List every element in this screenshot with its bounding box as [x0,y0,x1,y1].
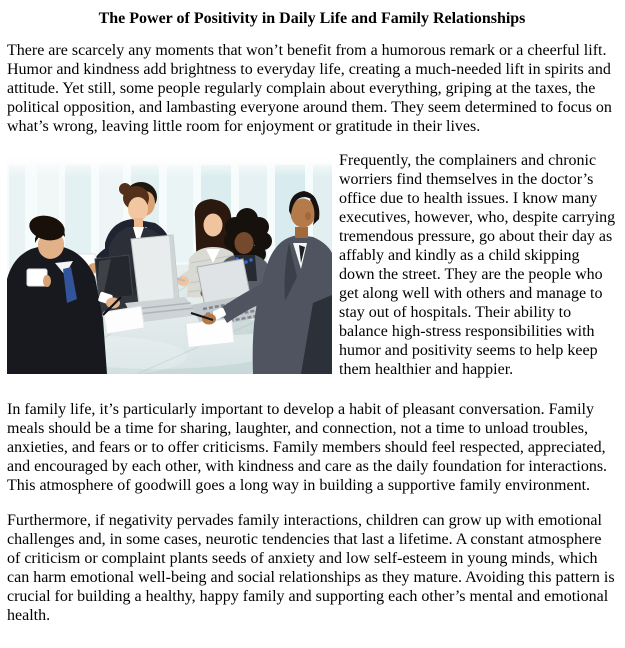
paragraph-4: Furthermore, if negativity pervades family interactions, children can grow up with emotional challenges and, in some cases, neurotic tendencies that last a lifetime. A constant atmosphere of criticism or complaint plants seeds of anxiety and low self-esteem in young minds, which can harm emotional well-being and social relationships as they mature. Avoiding this pattern is crucial for building a healthy, happy family and supporting each other’s mental and emotional health. [7,512,615,624]
document-title: The Power of Positivity in Daily Life and Family Relationships [98,10,526,27]
photo-top-fade [7,151,332,177]
paragraph-3: In family life, it’s particularly important to develop a habit of pleasant conversation. Family meals should be a time for sharing, laughter, and connection, not a time to unload troubles, anxieties, and fears or to offer criticisms. Family members should feel respected, appreciated, and encouraged by each other, with kindness and care as the daily foundation for interactions. This atmosphere of goodwill goes a long way in building a supportive family environment. [7,401,608,494]
meeting-photo [7,151,332,374]
coffee-cup [27,269,51,287]
document-page [0,9,625,648]
photo-text-section [7,151,617,379]
paragraph-2: Frequently, the complainers and chronic worriers find themselves in the doctor’s office due to health issues. I know many executives, however, who, despite carrying tremendous pressure, go about their day as affably and kindly as a child skipping down the street. They are the people who get along well with others and manage to stay out of hospitals. Their ability to balance high-stress responsibilities with humor and positivity seems to help keep them healthier and happier. [339,152,616,378]
paragraph-1: There are scarcely any moments that won’t benefit from a humorous remark or a cheerful lift. Humor and kindness add brightness to everyday life, creating a much-needed lift in spirits and attitude. Yet still, some people regularly complain about everything, griping at the taxes, the political opposition, and lambasting everyone around them. They seem determined to focus on what’s wrong, leaving little room for enjoyment or gratitude in their lives. [7,42,612,135]
business-meeting-photo-illustration [7,151,332,374]
